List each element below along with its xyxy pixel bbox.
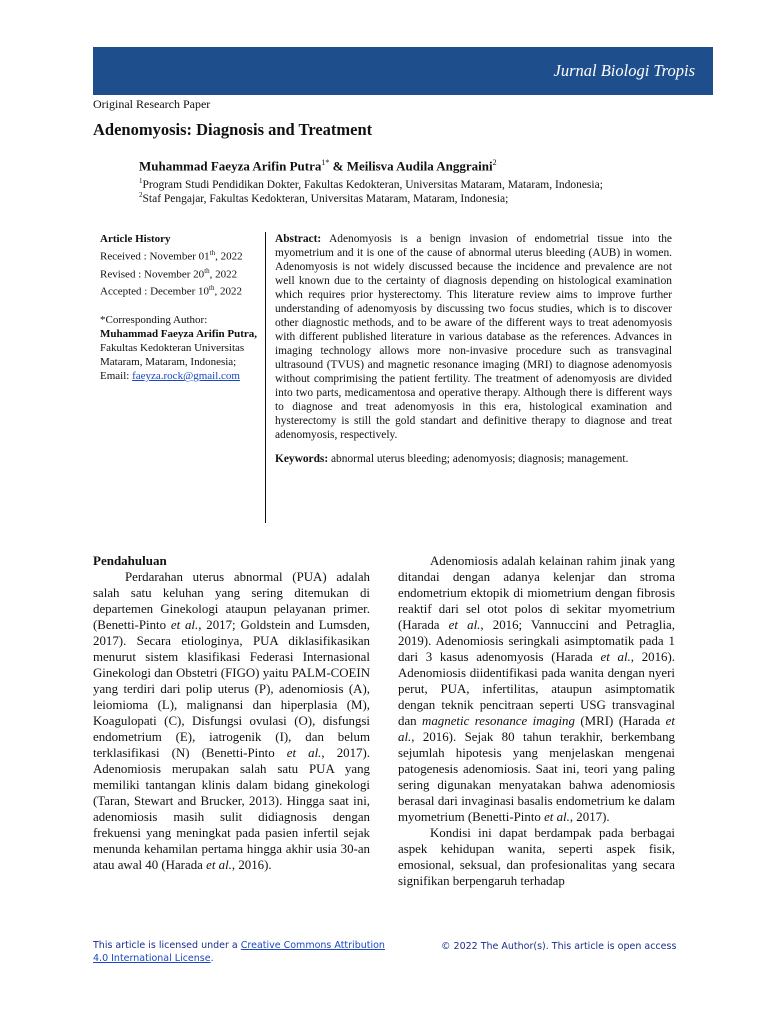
abstract: [275, 232, 672, 442]
text-run-italic: et al.: [448, 618, 481, 632]
left-paragraph-1: [93, 569, 370, 873]
accepted-sup: th: [209, 284, 215, 293]
text-run: Perdarahan uterus abnormal (PUA) adalah salah satu keluhan yang sering ditemukan di departemen Ginekologi ataupun pelayanan primer.(Benetti-Pinto: [93, 570, 370, 632]
history-heading: Article History: [100, 233, 171, 245]
text-run-italic: et al.: [170, 618, 199, 632]
corr-name: Muhammad Faeyza Arifin Putra,: [100, 327, 258, 340]
text-run: , 2016; Vannuccini and Petraglia, 2019). Adenomiosis seringkali asimptomatik pada 1 dari 3 kasus adenomyosis (Harada: [398, 618, 676, 664]
accepted-prefix: Accepted : December 10: [100, 285, 210, 298]
abstract-label: Abstract:: [275, 233, 322, 245]
right-paragraph-2: Kondisi ini dapat berdampak pada berbagai aspek kehidupan wanita, seperti aspek fisik, emosional, seksual, dan profesionalitas yang secara signifikan berpengaruh terhadap: [398, 826, 675, 888]
text-run: , 2017; Goldstein and Lumsden, 2017). Secara etiologinya, PUA diklasifikasikan menurut sistem klasifikasi Federasi Internasional Ginekologi dan Obstetri (FIGO) yaitu PALM-COEIN yang terdiri dari polip uterus (P), adenomiosis (A), leiomioma (L), malignansi dan hiperplasia (M), Koagulopati (C), Disfungsi ovulasi (O), disfungsi endometrium (E), iatrogenik (I), dan belum terklasifikasi (N) (Benetti-Pinto: [93, 618, 371, 760]
text-run-italic: magnetic resonance imaging: [422, 714, 575, 728]
corr-label: *Corresponding Author:: [100, 313, 208, 326]
affiliation-2: [139, 191, 508, 205]
affiliation-1-text: Program Studi Pendidikan Dokter, Fakultas Kedokteran, Universitas Mataram, Mataram, Indonesia;: [142, 178, 603, 191]
received-prefix: Received : November 01: [100, 250, 210, 263]
affiliation-1: [139, 177, 603, 191]
corresponding-author: [100, 313, 260, 383]
author-1-sup: 1*: [321, 158, 330, 167]
right-paragraph-1: [398, 553, 675, 825]
author-2-sup: 2: [492, 158, 497, 167]
email-label: Email:: [100, 369, 133, 382]
right-column: [398, 553, 675, 889]
accepted-date: [100, 281, 260, 299]
received-sup: th: [209, 249, 216, 257]
abstract-box: [265, 232, 672, 523]
keywords: [275, 452, 655, 466]
affiliation-1-sup: 1: [139, 177, 143, 185]
text-run-italic: et al.: [206, 858, 232, 872]
received-suffix: , 2022: [215, 250, 243, 263]
article-history: [100, 232, 260, 383]
license-notice: [93, 939, 403, 965]
abstract-text: Adenomyosis is a benign invasion of endometrial tissue into the myometrium and it is one of the cause of abnormal uterus bleeding (AUB) in women. Adenomyosis is not widely discussed because the incidence and prevalence are not well known due to the certainty of diagnosis depending on histological examination which requires prior hysterectomy. This literature review aims to improve further understanding of adenomyosis by discussing two focus studies, which is to discover other diagnostic methods, and to be aware of the different ways to treat adenomyosis with different published literature in various database as the references. Advances in imaging technology allows more non-invasive procedure such as transvaginal ultrasound (TVUS) and magnetic resonance imaging (MRI) to diagnose adenomyosis without comprimising the patient fertility. The treatment of adenomyosis are divided into two parts, medicamentosa and operative therapy. Although there is different ways to diagnose and treat adenomyosis in this era, histological examination and hysterectomy is still the gold standart and definitive therapy to diagnose and treat adenomyosis, respectively.: [275, 233, 672, 441]
received-date: [100, 246, 260, 264]
license-suffix: .: [210, 953, 214, 964]
accepted-suffix: , 2022: [214, 285, 242, 298]
email-link[interactable]: faeyza.rock@gmail.com: [132, 369, 240, 382]
journal-name: Jurnal Biologi Tropis: [553, 61, 695, 80]
paper-title: Adenomyosis: Diagnosis and Treatment: [93, 120, 373, 139]
corr-affiliation: Fakultas Kedokteran Universitas Mataram, Mataram, Indonesia;: [100, 341, 245, 368]
text-run: , 2016). Sejak 80 tahun terakhir, berkembang sejumlah hipotesis yang menjelaskan mengenai patogenesis adenomiosis. Saat ini, teori yang paling sering digunakan menyatakan bahwa adenomiosis berasal dari invaginasi basalis endometrium ke dalam myometrium (Benetti-Pinto: [398, 730, 675, 824]
affiliation-2-sup: 2: [139, 191, 143, 199]
text-run-italic: et al.: [600, 650, 631, 664]
text-run-italic: et al.: [286, 746, 322, 760]
license-prefix: This article is licensed under a: [93, 940, 241, 951]
copyright-notice: © 2022 The Author(s). This article is open access: [441, 941, 677, 952]
paper-type: Original Research Paper: [93, 97, 211, 111]
section-heading: Pendahuluan: [93, 553, 167, 568]
text-run-italic: et al.: [544, 810, 570, 824]
affiliation-2-text: Staf Pengajar, Fakultas Kedokteran, Universitas Mataram, Mataram, Indonesia;: [142, 192, 509, 205]
text-run: , 2016).: [231, 858, 272, 872]
text-run: (MRI) (Harada: [574, 714, 666, 728]
text-run-italic: et al.: [398, 714, 675, 744]
author-1: Muhammad Faeyza Arifin Putra: [139, 158, 322, 174]
revised-date: [100, 264, 260, 282]
journal-banner: [93, 47, 713, 95]
license-link[interactable]: Creative Commons Attribution 4.0 International License: [93, 940, 385, 964]
author-2: Meilisva Audila Anggraini: [346, 158, 493, 174]
text-run: , 2017).: [569, 810, 610, 824]
revised-sup: th: [204, 266, 210, 275]
text-run: , 2016). Adenomiosis diidentifikasi pada wanita dengan nyeri perut, PUA, infertilitas, ataupun asimptomatik dengan teknik pencitraan seperti USG transvaginal dan: [398, 650, 675, 728]
corr-email-line: [100, 369, 260, 383]
authors: [139, 158, 497, 174]
revised-prefix: Revised : November 20: [100, 268, 205, 281]
keywords-label: Keywords:: [275, 453, 329, 465]
keywords-text: abnormal uterus bleeding; adenomyosis; diagnosis; management.: [328, 453, 629, 465]
text-run: Adenomiosis adalah kelainan rahim jinak yang ditandai dengan adanya kelenjar dan stroma endometrium ektopik di miometrium dengan fibrosis reaktif dari sel otot polos di sekitar myometrium (Harada: [398, 554, 675, 632]
text-run: , 2017). Adenomiosis merupakan salah satu PUA yang memiliki tantangan klinis dalam bidang ginekologi (Taran, Stewart and Brucker, 2013). Hingga saat ini, adenomiosis masih sulit didiagnosis dengan frekuensi yang meningkat pada pasien infertil sejak menunda kehamilan pertama hingga akhir usia 30-an atau awal 40 (Harada: [93, 746, 371, 872]
left-column: [93, 553, 370, 873]
revised-suffix: , 2022: [209, 268, 238, 281]
author-separator: &: [329, 158, 347, 174]
